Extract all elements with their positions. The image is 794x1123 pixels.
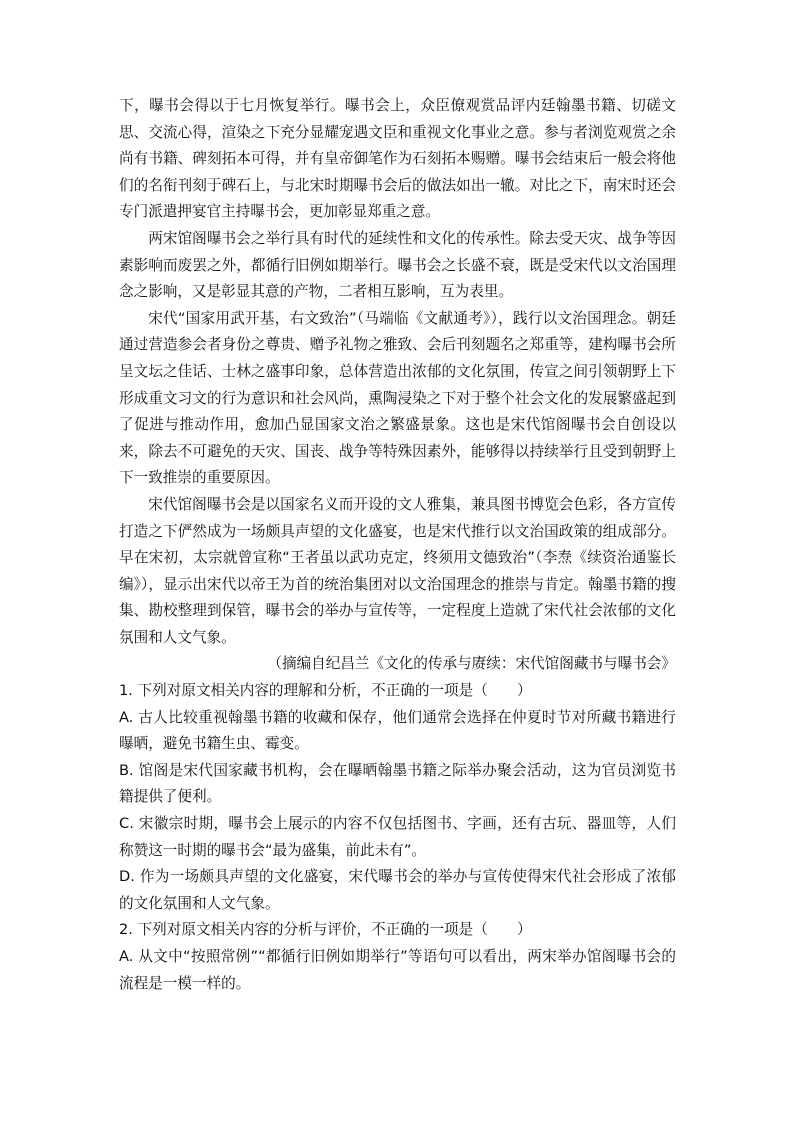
passage-paragraph: 宋代馆阁曝书会是以国家名义而开设的文人雅集，兼具图书博览会色彩，各方宣传打造之下俨然成为一场颇具声望的文化盛宴，也是宋代推行以文治国政策的组成部分。早在宋初，太宗就曾宣称“王者虽以武功克定，终须用文德致治”（李焘《续资治通鉴长编》），显示出宋代以帝王为首的统治集团对以文治国理念的推崇与肯定。翰墨书籍的搜集、勘校整理到保管，曝书会的举办与宣传等，一定程度上造就了宋代社会浓郁的文化氛围和人文气象。 [119, 495, 676, 646]
passage-paragraph: 宋代“国家用武开基，右文致治”（马端临《文献通考》），践行以文治国理念。朝廷通过营造参会者身份之尊贵、赠予礼物之雅致、会后刊刻题名之郑重等，建构曝书会所呈文坛之佳话、士林之盛事印象，总体营造出浓郁的文化氛围，传宣之间引领朝野上下形成重文习文的行为意识和社会风尚，熏陶浸染之下对于整个社会文化的发展繁盛起到了促进与推动作用，愈加凸显国家文治之繁盛景象。这也是宋代馆阁曝书会自创设以来，除去不可避免的天灾、国丧、战争等特殊因素外，能够得以持续举行且受到朝野上下一致推崇的重要原因。 [119, 309, 676, 487]
question-option-a: A. 古人比较重视翰墨书籍的收藏和保存，他们通常会选择在仲夏时节对所藏书籍进行曝晒，避免书籍生虫、霉变。 [119, 708, 676, 753]
question-stem: 1. 下列对原文相关内容的理解和分析，不正确的一项是（ ） [119, 682, 532, 700]
question-stem: 2. 下列对原文相关内容的分析与评价，不正确的一项是（ ） [119, 921, 532, 939]
question-1 [119, 678, 676, 917]
passage-source-citation: （摘编自纪昌兰《文化的传承与赓续：宋代馆阁藏书与曝书会》 [267, 655, 676, 673]
passage-paragraph: 下，曝书会得以于七月恢复举行。曝书会上，众臣僚观赏品评内廷翰墨书籍、切磋文思、交流心得，渲染之下充分显耀宠遇文臣和重视文化事业之意。参与者浏览观赏之余尚有书籍、碑刻拓本可得，并有皇帝御笔作为石刻拓本赐赠。曝书会结束后一般会将他们的名衔刊刻于碑石上，与北宋时期曝书会后的做法如出一辙。对比之下，南宋时还会专门派遣押宴官主持曝书会，更加彰显郑重之意。 [119, 97, 676, 221]
question-option-b: B. 馆阁是宋代国家藏书机构，会在曝晒翰墨书籍之际举办聚会活动，这为官员浏览书籍提供了便利。 [119, 761, 676, 806]
passage [119, 93, 676, 678]
question-option-c: C. 宋徽宗时期，曝书会上展示的内容不仅包括图书、字画，还有古玩、器皿等，人们称赞这一时期的曝书会“最为盛集，前此未有”。 [119, 815, 676, 859]
question-option-a: A. 从文中“按照常例”“都循行旧例如期举行”等语句可以看出，两宋举办馆阁曝书会的流程是一模一样的。 [119, 948, 676, 992]
question-option-d: D. 作为一场颇具声望的文化盛宴，宋代曝书会的举办与宣传使得宋代社会形成了浓郁的文化氛围和人文气象。 [119, 868, 676, 912]
passage-paragraph: 两宋馆阁曝书会之举行具有时代的延续性和文化的传承性。除去受天灾、战争等因素影响而废罢之外，都循行旧例如期举行。曝书会之长盛不衰，既是受宋代以文治国理念之影响，又是彰显其意的产物，二者相互影响，互为表里。 [119, 229, 676, 301]
question-2 [119, 917, 676, 997]
